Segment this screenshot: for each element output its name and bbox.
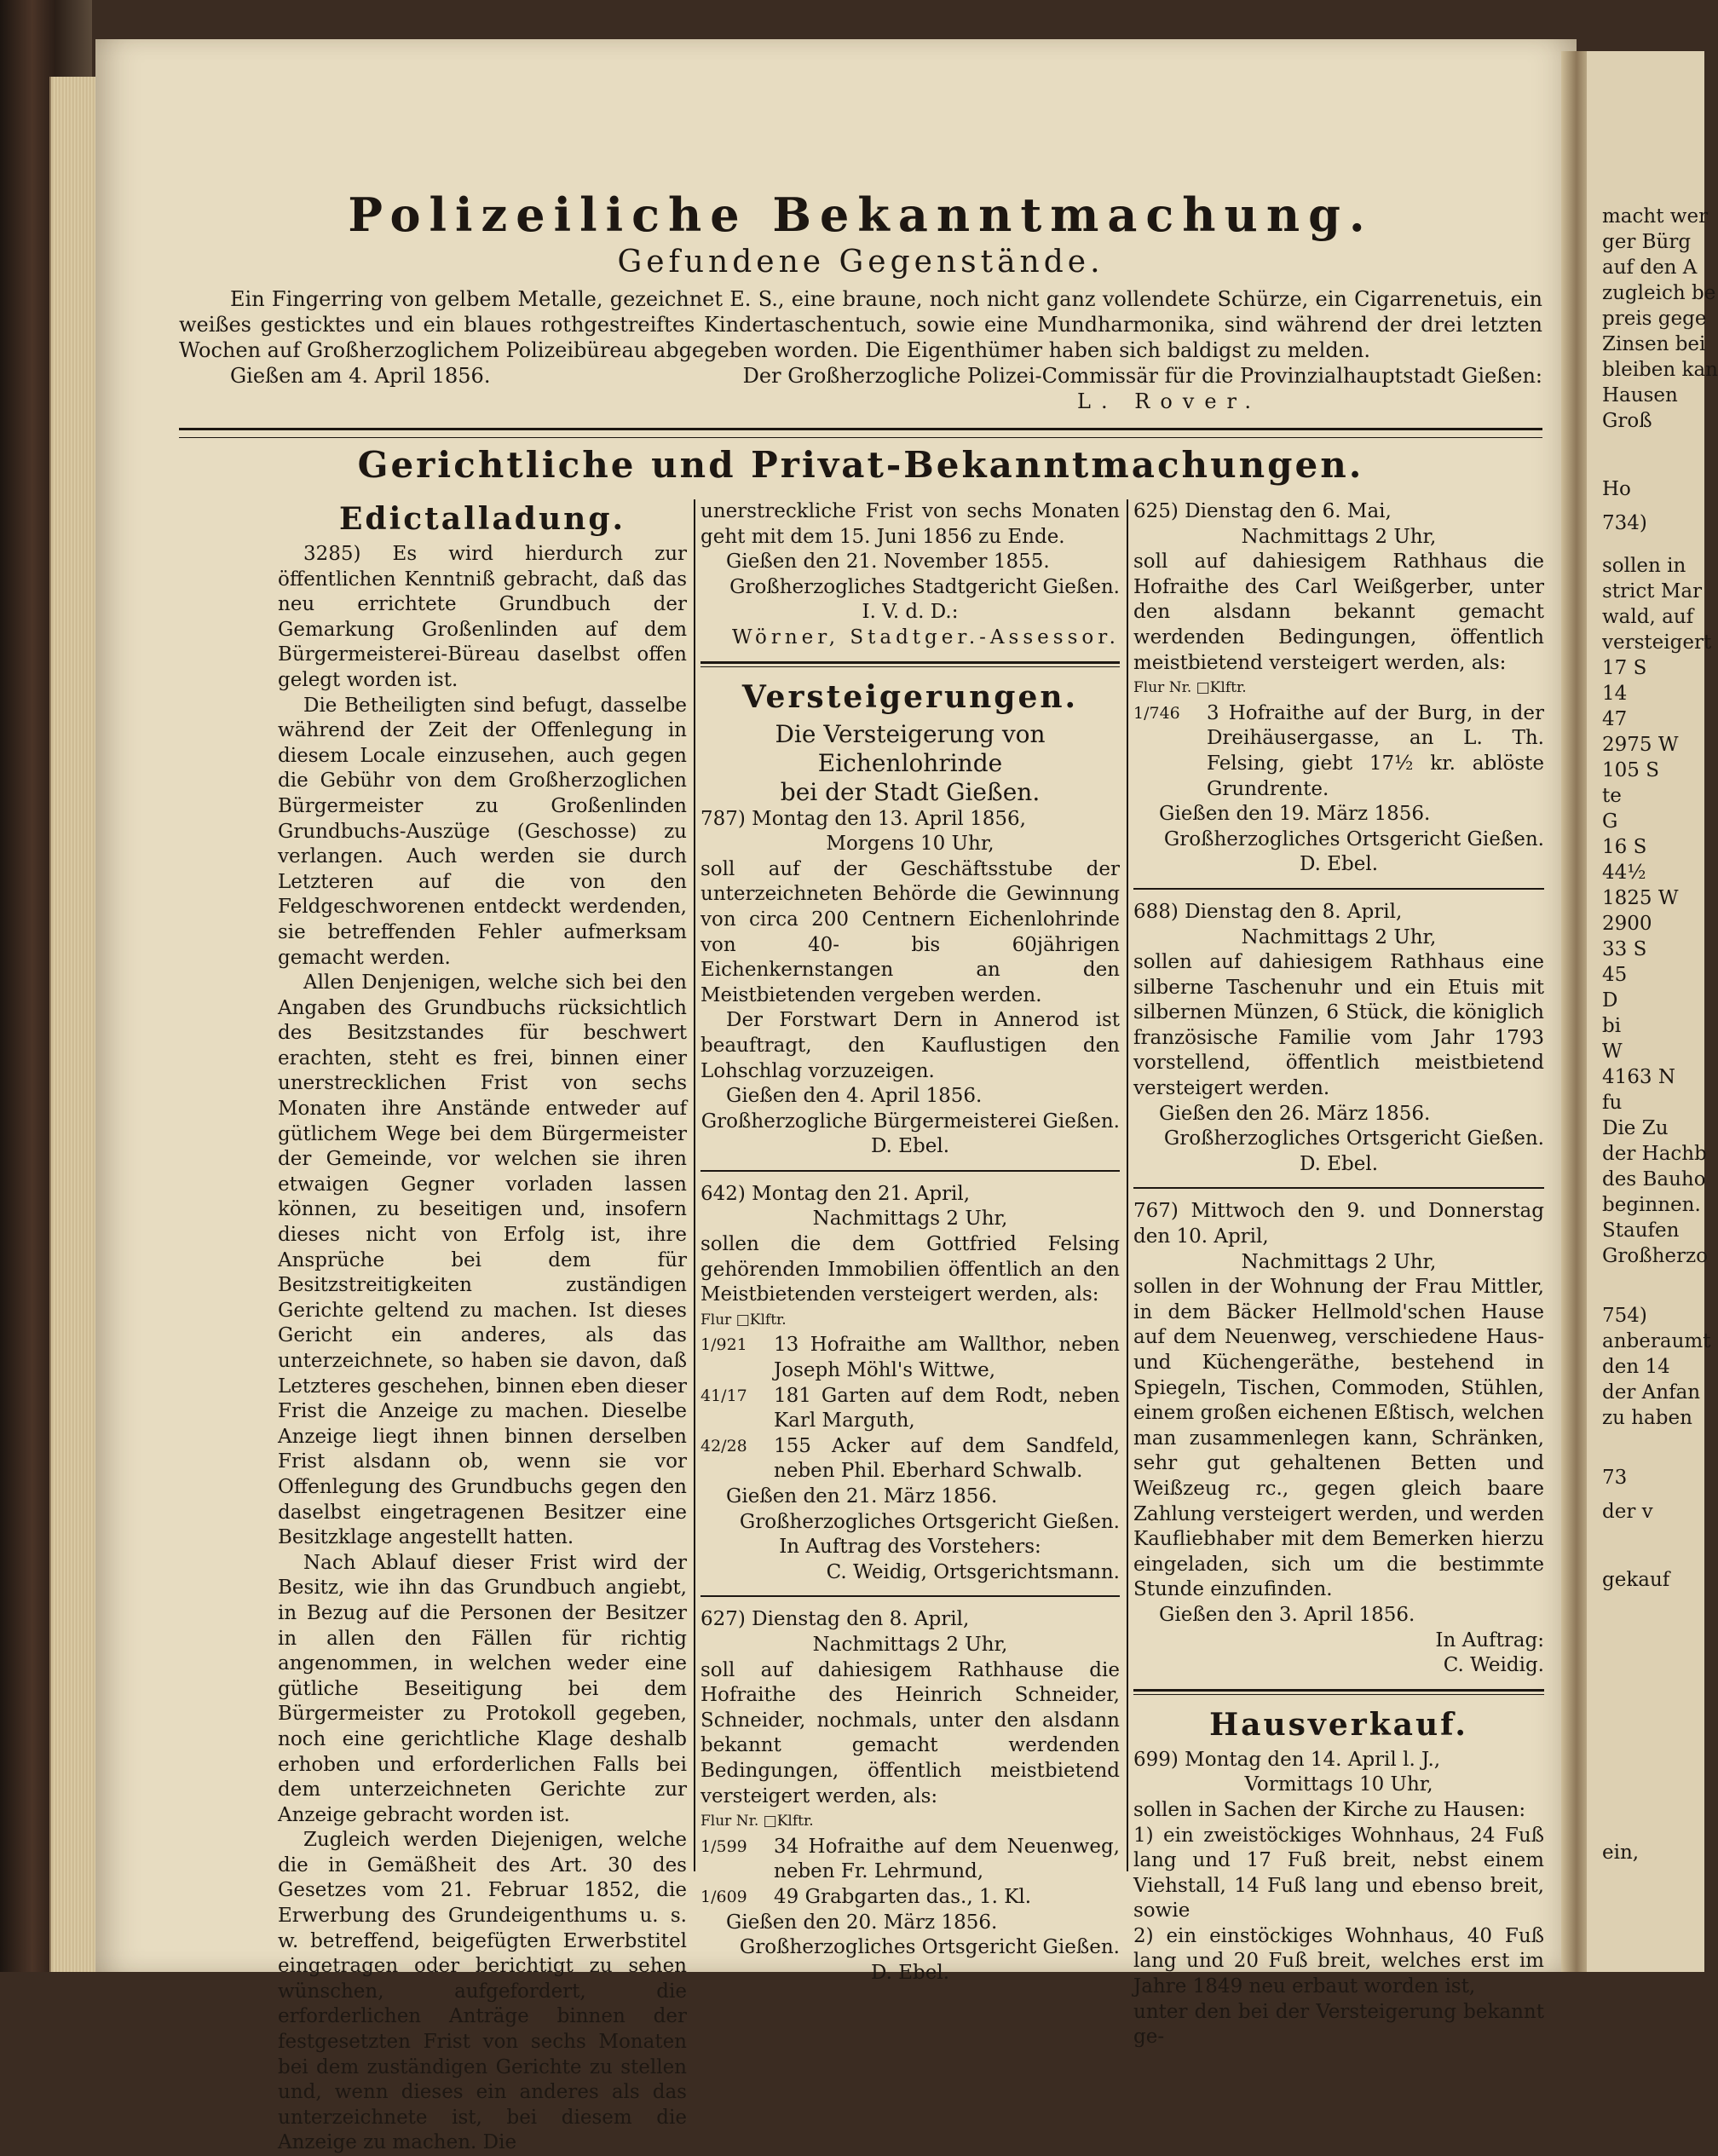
- paragraph: 3285) Es wird hierdurch zur öffentlichen Kenntniß gebracht, daß das neu errichtete Grundbuch der Gemarkung Großenlinden auf dem Bürgermeisterei-Büreau daselbst offen gelegt worden ist.: [278, 543, 687, 691]
- row-text: 34 Hofraithe auf dem Neuenweg, neben Fr. Lehrmund,: [774, 1835, 1120, 1883]
- paragraph: sollen in Sachen der Kirche zu Hausen:: [1133, 1798, 1526, 1821]
- next-page-line: anberaumt: [1602, 1330, 1711, 1352]
- ad-head: 699) Montag den 14. April l. J.,: [1133, 1748, 1441, 1771]
- divider: [700, 1170, 1120, 1172]
- ad-time: Vormittags 10 Uhr,: [1244, 1773, 1433, 1796]
- court-line: Großherzogliches Ortsgericht Gießen.: [1163, 827, 1544, 850]
- signature: C. Weidig.: [1443, 1654, 1544, 1677]
- ad-time: Nachmittags 2 Uhr,: [1241, 925, 1437, 948]
- row-label: 1/921: [700, 1335, 747, 1355]
- page-stack-edge: [49, 77, 101, 1972]
- table-row: [1133, 701, 1544, 802]
- signature: In Auftrag:: [1435, 1629, 1544, 1652]
- date-line: Gießen den 20. März 1856.: [726, 1911, 998, 1934]
- court-line: Großherzogliches Ortsgericht Gießen.: [739, 1510, 1120, 1533]
- divider: [1133, 1187, 1544, 1189]
- next-page-line: 2975 W: [1602, 734, 1679, 756]
- ad-time: Morgens 10 Uhr,: [826, 833, 994, 856]
- next-page-line: Staufen: [1602, 1219, 1680, 1242]
- notice-signature-line: [179, 363, 1542, 389]
- table-row: [700, 1835, 1120, 1885]
- subheading: Die Versteigerung von Eichenlohrinde: [775, 719, 1046, 777]
- hausverkauf-heading: Hausverkauf.: [1209, 1706, 1468, 1743]
- row-label: 1/746: [1133, 703, 1180, 723]
- table-row: [700, 1885, 1120, 1911]
- sub-title: Gefundene Gegenstände.: [617, 245, 1104, 280]
- court-line: Großherzogliche Bürgermeisterei Gießen.: [700, 1110, 1120, 1133]
- signature: In Auftrag des Vorstehers:: [779, 1536, 1041, 1559]
- next-page-line: 105 S: [1602, 759, 1659, 781]
- next-page-line: Hausen: [1602, 384, 1678, 406]
- list-item: 2) ein einstöckiges Wohnhaus, 40 Fuß lang und 20 Fuß breit, welches erst im Jahre 1849 neu erbaut worden ist,: [1133, 1924, 1544, 1998]
- next-page-line: macht wer: [1602, 205, 1709, 228]
- notice-date: Gießen am 4. April 1856.: [230, 364, 491, 388]
- paragraph: Zugleich werden Diejenigen, welche die in Gemäßheit des Art. 30 des Gesetzes vom 21. Februar 1852, die Erwerbung des Grundeigenthums u. s. w. betreffend, beigefügten Erwerbstitel eingetragen oder berichtigt zu sehen wünschen, aufgefordert, die erforderlichen Anträge binnen der festgesetzten Frist von sechs Monaten bei dem zuständigen Gerichte zu stellen und, wenn dieses ein anderes als das unterzeichnete ist, bei diesem die Anzeige zu machen. Die: [278, 1829, 687, 2154]
- paragraph: Nach Ablauf dieser Frist wird der Besitz, wie ihn das Grundbuch angiebt, in Bezug auf die Personen der Besitzer in allen den Fällen für richtig angenommen, in welchen weder eine gütliche Beseitigung bei dem Bürgermeister zu Protokoll gegeben, noch eine gerichtliche Klage deshalb erhoben und erforderlichen Falls bei dem unterzeichneten Gerichte zur Anzeige gebracht worden ist.: [278, 1551, 687, 1826]
- next-page-line: wald, auf: [1602, 606, 1694, 628]
- next-page-line: fu: [1602, 1092, 1623, 1114]
- paragraph: soll auf dahiesigem Rathhause die Hofraithe des Heinrich Schneider, Schneider, nochmals, unter den alsdann bekannt gemacht werdenden Bedingungen, öffentlich meistbietend versteigert werden, als:: [700, 1658, 1120, 1807]
- next-page-line: 17 S: [1602, 657, 1647, 679]
- notice-signer: Der Großherzogliche Polizei-Commissär für die Provinzialhauptstadt Gießen:: [742, 364, 1542, 388]
- table-row: [700, 1333, 1120, 1383]
- next-page-line: zugleich be: [1602, 282, 1716, 304]
- next-page-line: 33 S: [1602, 938, 1647, 960]
- divider: [700, 1595, 1120, 1597]
- row-text: 13 Hofraithe am Wallthor, neben Joseph Möhl's Wittwe,: [774, 1334, 1120, 1382]
- next-page-line: ger Bürg: [1602, 231, 1692, 253]
- column-1: [278, 499, 687, 2156]
- header-rule: [179, 428, 1542, 438]
- paragraph: Der Forstwart Dern in Annerod ist beauftragt, den Kauflustigen den Lohschlag vorzuzeigen.: [700, 1009, 1120, 1082]
- next-page-line: 1825 W: [1602, 887, 1679, 909]
- next-page-line: 734): [1602, 512, 1647, 534]
- main-title: Polizeiliche Bekanntmachung.: [348, 187, 1374, 242]
- court-line: Großherzogliches Ortsgericht Gießen.: [739, 1936, 1120, 1959]
- paragraph: Allen Denjenigen, welche sich bei den Angaben des Grundbuchs rücksichtlich des Besitzstandes für beschwert erachten, steht es frei, binnen einer unerstrecklichen Frist von sechs Monaten ihre Anstände entweder auf gütlichem Wege bei dem Bürgermeister der Gemeinde, vor welchen sie ihren etwaigen Gegner vorladen lassen können, zu beseitigen und, insofern dieses nicht von Erfolg ist, ihre Ansprüche bei dem für Besitzstreitigkeiten zuständigen Gerichte geltend zu machen. Ist dieses Gericht ein anderes, als das unterzeichnete, so haben sie davon, daß Letzteres geschehen, binnen eben dieser Frist die Anzeige zu machen. Dieselbe Anzeige liegt ihnen binnen derselben Frist alsdann ob, wenn sie vor Offenlegung des Grundbuchs gegen den daselbst eingetragenen Besitzer eine Besitzklage angestellt hatten.: [278, 971, 687, 1549]
- next-page-line: W: [1602, 1041, 1623, 1063]
- ad-head: 642) Montag den 21. April,: [700, 1182, 971, 1205]
- next-page-line: sollen in: [1602, 555, 1686, 577]
- ad-time: Nachmittags 2 Uhr,: [812, 1633, 1008, 1656]
- date-line: Gießen den 4. April 1856.: [726, 1085, 983, 1108]
- table-header: Flur □Klftr.: [700, 1311, 787, 1329]
- column-divider: [694, 499, 695, 1871]
- signature: C. Weidig, Ortsgerichtsmann.: [826, 1560, 1120, 1583]
- table-header: Flur Nr. □Klftr.: [1133, 679, 1247, 697]
- ad-head: 625) Dienstag den 6. Mai,: [1133, 500, 1392, 522]
- next-page-line: bi: [1602, 1015, 1622, 1037]
- next-page-line: 14: [1602, 683, 1628, 705]
- signature: D. Ebel.: [870, 1135, 950, 1158]
- next-page-line: 47: [1602, 708, 1628, 730]
- next-page-line: Großherzo: [1602, 1245, 1708, 1267]
- ad-head: 688) Dienstag den 8. April,: [1133, 900, 1403, 923]
- next-page-line: 73: [1602, 1467, 1628, 1489]
- paragraph: soll auf der Geschäftsstube der unterzeichneten Behörde die Gewinnung von circa 200 Centnern Eichenlohrinde von 40- bis 60jährigen Eichenkernstangen an den Meistbietenden vergeben werden.: [700, 857, 1120, 1006]
- police-notice: [179, 187, 1542, 414]
- next-page-line: 16 S: [1602, 836, 1647, 858]
- notice-signer-name: L. Rover.: [1077, 389, 1261, 413]
- next-page-line: versteigert: [1602, 631, 1712, 654]
- next-page-line: preis gege: [1602, 308, 1707, 330]
- next-page-line: zu haben: [1602, 1407, 1692, 1429]
- paragraph: soll auf dahiesigem Rathhaus die Hofraithe des Carl Weißgerber, unter den alsdann bekannt gemacht werdenden Bedingungen, öffentlich meistbietend versteigert werden, als:: [1133, 551, 1544, 674]
- edictalladung-heading: Edictalladung.: [338, 501, 626, 537]
- list-item: 1) ein zweistöckiges Wohnhaus, 24 Fuß lang und 17 Fuß breit, nebst einem Viehstall, 14 Fuß lang und ebenso breit, sowie: [1133, 1824, 1544, 1923]
- next-page-line: 45: [1602, 964, 1628, 986]
- row-text: 3 Hofraithe auf der Burg, in der Dreihäusergasse, an L. Th. Felsing, giebt 17½ kr. ablöste Grundrente.: [1207, 701, 1544, 800]
- date-line: Gießen den 3. April 1856.: [1159, 1603, 1415, 1626]
- next-page-line: bleiben kan: [1602, 359, 1718, 381]
- ad-time: Nachmittags 2 Uhr,: [812, 1208, 1008, 1231]
- next-page-line: Die Zu: [1602, 1117, 1669, 1139]
- column-divider: [1127, 499, 1128, 1871]
- row-label: 1/609: [700, 1887, 747, 1906]
- next-page-line: des Bauho: [1602, 1168, 1706, 1190]
- next-page-line: der v: [1602, 1501, 1653, 1523]
- next-page-line: der Anfan: [1602, 1381, 1701, 1404]
- subheading: bei der Stadt Gießen.: [780, 777, 1041, 806]
- signature: I. V. d. D.:: [862, 601, 959, 624]
- table-row: [700, 1434, 1120, 1484]
- row-text: 181 Garten auf dem Rodt, neben Karl Marguth,: [774, 1384, 1120, 1433]
- versteigerungen-heading: Versteigerungen.: [741, 678, 1079, 715]
- next-page-line: 2900: [1602, 913, 1652, 935]
- notice-text: Ein Fingerring von gelbem Metalle, gezeichnet E. S., eine braune, noch nicht ganz vollendete Schürze, ein Cigarrenetuis, ein weißes gesticktes und ein blaues rothgestreiftes Kindertaschentuch, sowie eine Mundharmonika, sind während der drei letzten Wochen auf Großherzoglichem Polizeibüreau abgegeben worden. Die Eigenthümer haben sich baldigst zu melden.: [179, 287, 1542, 362]
- ad-time: Nachmittags 2 Uhr,: [1241, 525, 1437, 548]
- paragraph: sollen in der Wohnung der Frau Mittler, in dem Bäcker Hellmold'schen Hause auf dem Neuenweg, verschiedene Haus- und Küchengeräthe, bestehend in Spiegeln, Tischen, Commoden, Stühlen, einem großen eichenen Eßtisch, welchen man zusammenlegen kann, Schränken, sehr gut gehaltenen Betten und Weißzeug rc., gegen gleich baare Zahlung versteigert werden, und werden Kaufliebhaber mit dem Bemerken hierzu eingeladen, sich um die bestimmte Stunde einzufinden.: [1133, 1276, 1544, 1601]
- court-line: Großherzogliches Stadtgericht Gießen.: [729, 575, 1120, 598]
- divider: [1133, 888, 1544, 890]
- next-page-line: G: [1602, 810, 1618, 833]
- table-header: Flur Nr. □Klftr.: [700, 1813, 814, 1830]
- paragraph: unerstreckliche Frist von sechs Monaten geht mit dem 15. Juni 1856 zu Ende.: [700, 500, 1120, 548]
- next-page-line: beginnen.: [1602, 1194, 1701, 1216]
- row-label: 1/599: [700, 1836, 747, 1856]
- date-line: Gießen den 19. März 1856.: [1159, 803, 1431, 826]
- date-line: Gießen den 26. März 1856.: [1159, 1102, 1431, 1125]
- column-2: [700, 499, 1120, 1986]
- next-page-line: Ho: [1602, 478, 1631, 500]
- paragraph: Die Betheiligten sind befugt, dasselbe während der Zeit der Offenlegung in diesem Locale einzusehen, auch gegen die Gebühr von dem Großherzoglichen Bürgermeister zu Großenlinden Grundbuchs-Auszüge (Geschosse) zu verlangen. Auch werden sie durch Letzteren auf die von den Feldgeschworenen entdeckt werdenden, sie betreffenden Fehler aufmerksam gemacht werden.: [278, 694, 687, 969]
- next-page-line: te: [1602, 785, 1622, 807]
- next-page-line: auf den A: [1602, 257, 1698, 279]
- next-page-line: Zinsen bei: [1602, 333, 1706, 355]
- next-page-line: ein,: [1602, 1842, 1640, 1864]
- next-page-line: den 14: [1602, 1356, 1670, 1378]
- row-label: 41/17: [700, 1386, 747, 1405]
- next-page-line: 4163 N: [1602, 1066, 1675, 1088]
- row-text: 155 Acker auf dem Sandfeld, neben Phil. Eberhard Schwalb.: [774, 1434, 1120, 1483]
- row-text: 49 Grabgarten das., 1. Kl.: [774, 1885, 1032, 1908]
- row-label: 42/28: [700, 1436, 747, 1456]
- divider: [700, 661, 1120, 667]
- paragraph: sollen die dem Gottfried Felsing gehörenden Immobilien öffentlich an den Meistbietenden versteigert werden, als:: [700, 1233, 1120, 1306]
- next-page-line: Groß: [1602, 410, 1652, 432]
- paragraph: unter den bei der Versteigerung bekannt ge-: [1133, 2000, 1544, 2049]
- signature: Wörner, Stadtger.-Assessor.: [731, 625, 1120, 649]
- section-title: Gerichtliche und Privat-Bekanntmachungen.: [357, 444, 1364, 486]
- signature: D. Ebel.: [870, 1961, 950, 1984]
- next-page-line: der Hachb: [1602, 1143, 1707, 1165]
- table-row: [700, 1384, 1120, 1434]
- next-page-line: strict Mar: [1602, 580, 1703, 602]
- date-line: Gießen den 21. November 1855.: [726, 551, 1050, 574]
- next-page-line: 754): [1602, 1305, 1647, 1327]
- date-line: Gießen den 21. März 1856.: [726, 1485, 998, 1507]
- divider: [1133, 1689, 1544, 1695]
- signature: D. Ebel.: [1299, 853, 1379, 876]
- signature: D. Ebel.: [1299, 1152, 1379, 1175]
- ad-head: 627) Dienstag den 8. April,: [700, 1608, 970, 1631]
- paragraph: sollen auf dahiesigem Rathhaus eine silberne Taschenuhr und ein Etuis mit silbernen Münzen, 6 Stück, die königlich französische Familie vom Jahr 1793 vorstellend, öffentlich meistbietend versteigert werden.: [1133, 951, 1544, 1100]
- ad-head: 767) Mittwoch den 9. und Donnerstag den 10. April,: [1133, 1200, 1544, 1248]
- court-line: Großherzogliches Ortsgericht Gießen.: [1163, 1127, 1544, 1150]
- column-3: [1133, 499, 1544, 2050]
- ad-head: 787) Montag den 13. April 1856,: [700, 807, 1026, 830]
- next-page-line: 44½: [1602, 862, 1646, 884]
- ad-time: Nachmittags 2 Uhr,: [1241, 1250, 1437, 1273]
- next-page-line: D: [1602, 989, 1618, 1012]
- next-page-line: gekauf: [1602, 1569, 1670, 1591]
- next-page-fragment: [1587, 51, 1718, 1972]
